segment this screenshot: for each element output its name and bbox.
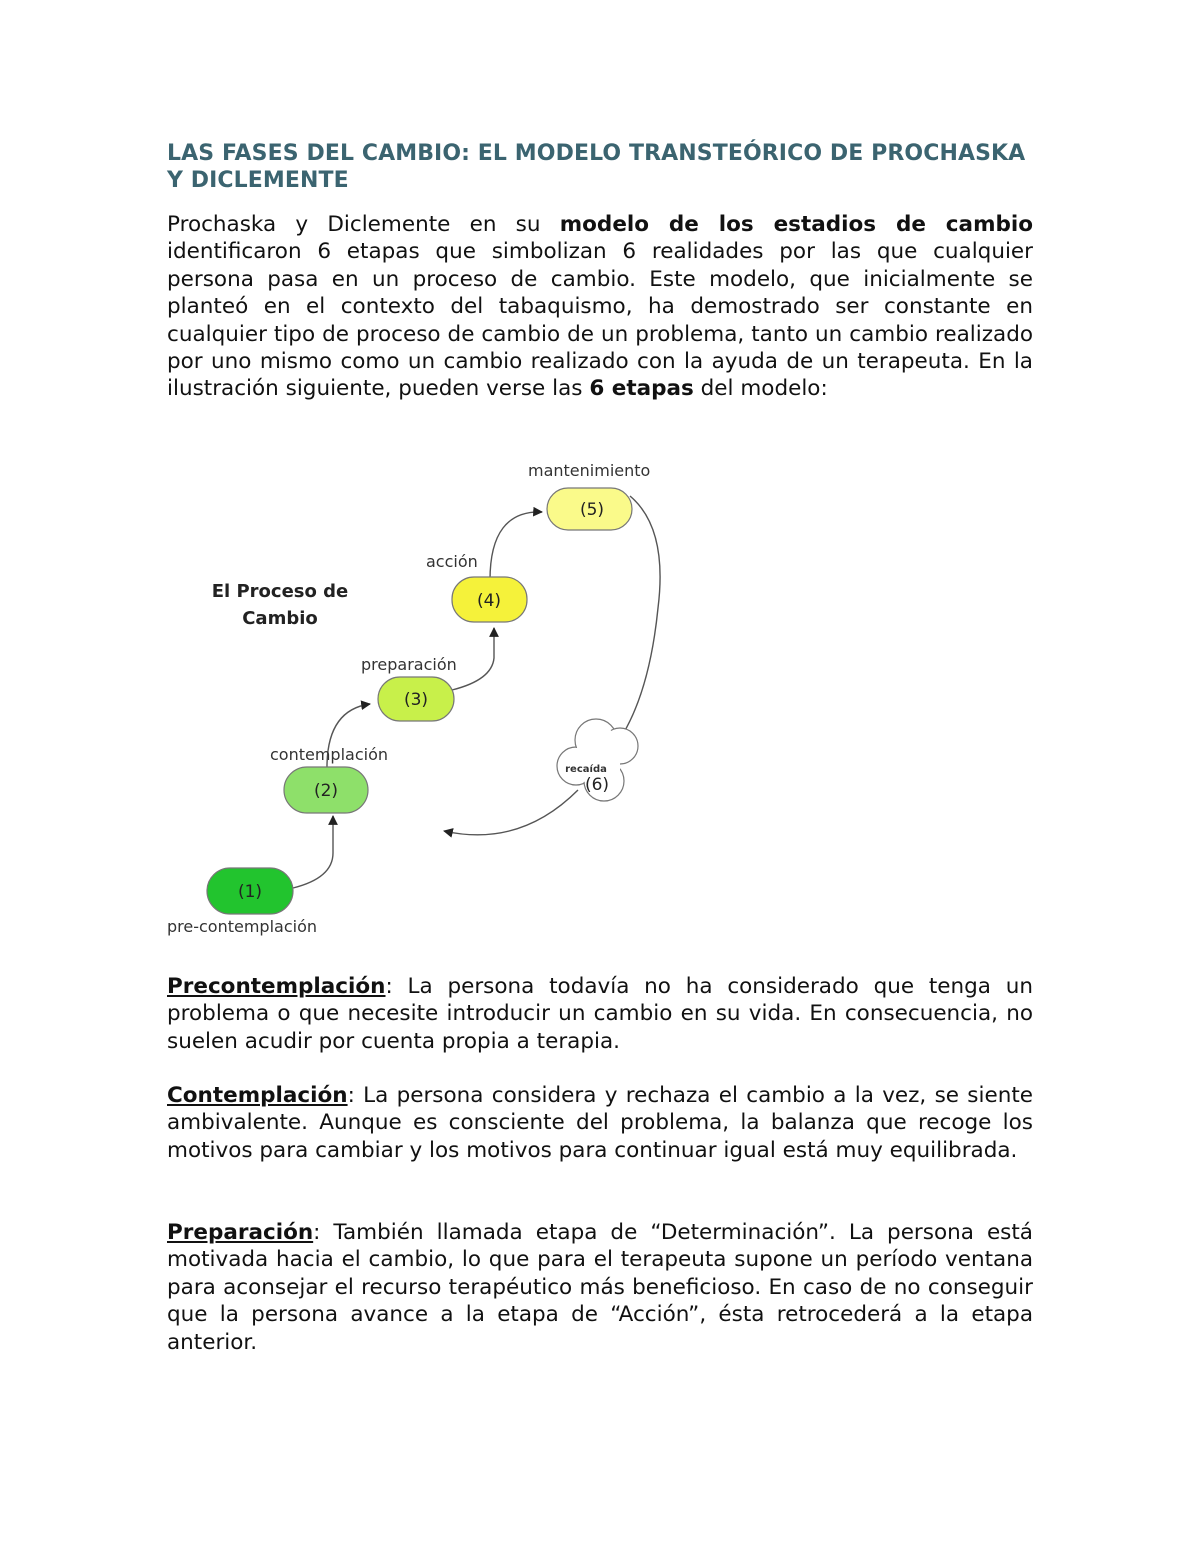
section-text: : También llamada etapa de “Determinación”. La persona está motivada hacia el cambio, lo que para el terapeuta supone un período ventana para aconsejar el recurso terapéutico más beneficioso. En caso de no conseguir que la persona avance a la etapa de “Acción”, ésta retrocederá a la etapa anterior. — [167, 1220, 1033, 1355]
arrow-relapse-to-start — [444, 790, 578, 835]
stage-4-label: acción — [426, 552, 478, 571]
intro-bold-model: modelo de los estadios de cambio — [559, 212, 1033, 237]
arrow-3-to-4 — [452, 628, 494, 690]
intro-text-2: identificaron 6 etapas que simbolizan 6 realidades por las que cualquier persona pasa en un proceso de cambio. Este modelo, que inicialmente se planteó en el contexto del tabaquismo, ha demostrado ser constante en cualquier tipo de proceso de cambio de un problema, tanto un cambio realizado por uno mismo como un cambio realizado con la ayuda de un terapeuta. En la ilustración siguiente, pueden verse las — [167, 239, 1033, 402]
section-contemplacion — [167, 1082, 1033, 1164]
stage-3-label: preparación — [361, 655, 457, 674]
stage-5-number: (5) — [579, 500, 605, 520]
intro-paragraph — [167, 211, 1033, 403]
section-term: Preparación — [167, 1220, 314, 1245]
intro-bold-stages: 6 etapas — [589, 376, 694, 402]
stage-4-number: (4) — [476, 591, 502, 611]
section-term: Precontemplación — [167, 974, 386, 999]
diagram-title-line2: Cambio — [242, 608, 318, 629]
intro-text-3: del modelo: — [693, 376, 828, 402]
relapse-number: (6) — [584, 775, 610, 795]
arrow-1-to-2 — [293, 816, 333, 888]
change-process-diagram — [160, 448, 700, 948]
relapse-label: recaída — [565, 764, 607, 775]
stage-2-number: (2) — [313, 781, 339, 801]
document-title: LAS FASES DEL CAMBIO: EL MODELO TRANSTEÓRICO DE PROCHASKA Y DICLEMENTE — [167, 141, 1026, 193]
stage-2-label: contemplación — [270, 745, 389, 764]
stage-1-label: pre-contemplación — [167, 917, 318, 936]
section-text: : La persona considera y rechaza el cambio a la vez, se siente ambivalente. Aunque es consciente del problema, la balanza que recoge los motivos para cambiar y los motivos para continuar igual está muy equilibrada. — [167, 1083, 1033, 1163]
arrow-5-to-relapse — [623, 496, 660, 734]
section-term: Contemplación — [167, 1083, 348, 1108]
intro-text-1: Prochaska y Diclemente en su — [167, 212, 560, 237]
stage-5-label: mantenimiento — [528, 461, 651, 480]
stage-3-number: (3) — [403, 690, 429, 710]
stage-1-number: (1) — [237, 882, 263, 902]
arrow-4-to-5 — [490, 512, 542, 580]
section-text: : La persona todavía no ha considerado que tenga un problema o que necesite introducir un cambio en su vida. En consecuencia, no suelen acudir por cuenta propia a terapia. — [167, 974, 1033, 1054]
section-preparacion — [167, 1219, 1033, 1356]
section-precontemplacion — [167, 973, 1033, 1055]
diagram-title-line1: El Proceso de — [211, 581, 349, 602]
